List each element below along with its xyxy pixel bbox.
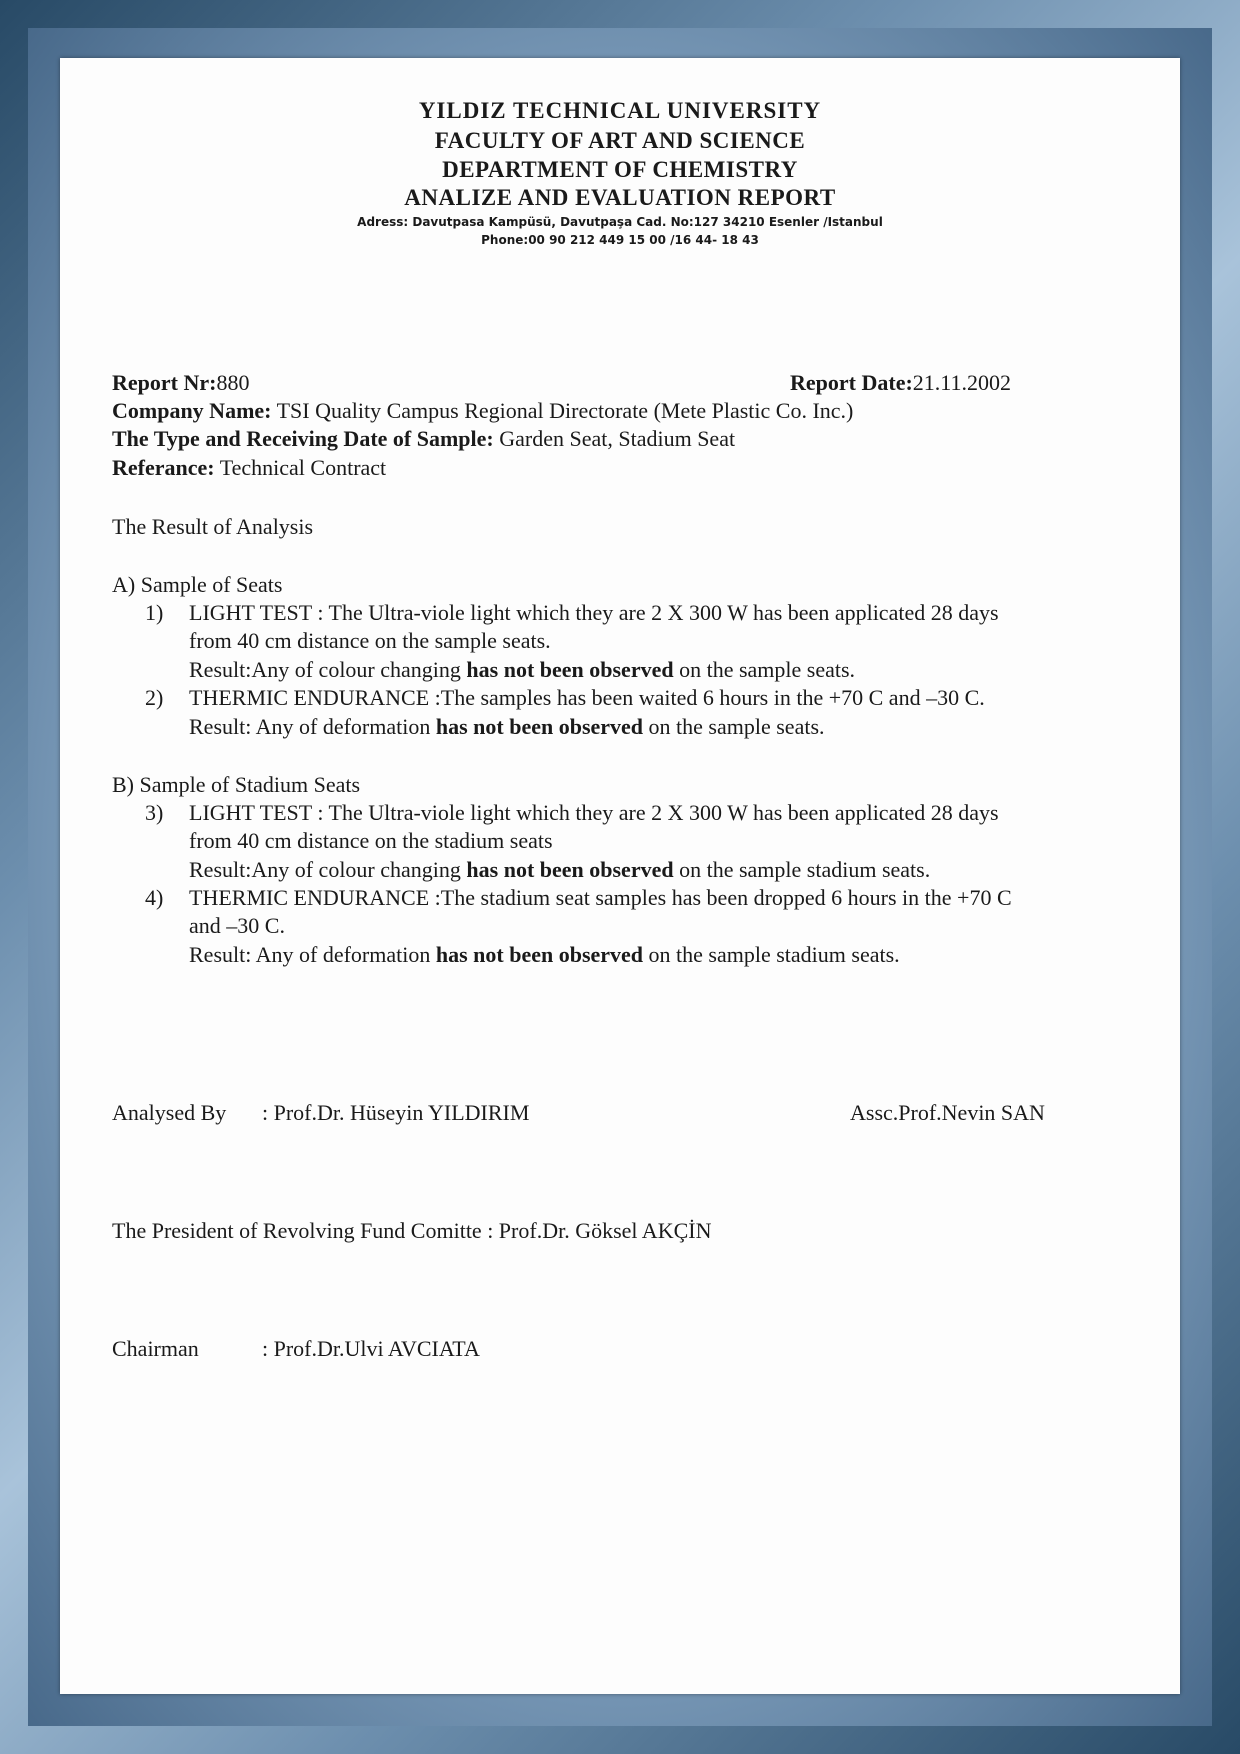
result-text: Result:Any of colour changing (189, 857, 467, 882)
item-result (189, 942, 900, 968)
result-emphasis: has not been observed (435, 714, 644, 739)
report-number-value: 880 (216, 370, 250, 395)
chairman (112, 1336, 480, 1362)
result-text: on the sample seats. (673, 657, 856, 682)
section-b-title: B) Sample of Stadium Seats (112, 772, 361, 797)
result-text: on the sample seats. (643, 714, 825, 739)
phone: Phone:00 90 212 449 15 00 /16 44- 18 43 (481, 233, 759, 247)
result-text: on the sample stadium seats. (643, 942, 900, 967)
item-number: 4) (145, 885, 164, 910)
list-item (145, 885, 1012, 911)
item-number: 3) (145, 800, 164, 825)
item-text: THERMIC ENDURANCE :The samples has been waited 6 hours in the +70 C and –30 C. (189, 685, 985, 710)
item-number: 2) (145, 685, 164, 710)
analysed-by (112, 1100, 529, 1126)
analysed-by-label: Analysed By (112, 1100, 227, 1125)
result-emphasis: has not been observed (466, 657, 674, 682)
item-text-continued: and –30 C. (189, 913, 285, 938)
result-text: Result: Any of deformation (189, 714, 436, 739)
item-result (189, 714, 825, 740)
report-date-label: Report Date: (790, 370, 913, 395)
reference-value: Technical Contract (219, 455, 387, 480)
chairman-value: : Prof.Dr.Ulvi AVCIATA (262, 1336, 480, 1361)
faculty-name: FACULTY OF ART AND SCIENCE (434, 128, 806, 153)
item-text-continued: from 40 cm distance on the stadium seats (189, 828, 553, 853)
company-label: Company Name: (112, 398, 272, 423)
document-page (60, 58, 1180, 1694)
result-text: Result:Any of colour changing (189, 657, 467, 682)
reference-label: Referance: (112, 455, 215, 480)
result-title: The Result of Analysis (112, 514, 314, 539)
sample-type-value: Garden Seat, Stadium Seat (499, 426, 736, 451)
result-text: on the sample stadium seats. (673, 857, 931, 882)
assoc-professor: Assc.Prof.Nevin SAN (850, 1100, 1045, 1125)
sample-type (112, 426, 735, 452)
item-text: LIGHT TEST : The Ultra-viole light which they are 2 X 300 W has been applicated 28 days (189, 800, 999, 825)
report-title: ANALIZE AND EVALUATION REPORT (404, 185, 836, 210)
report-date (790, 370, 1011, 396)
section-a-title: A) Sample of Seats (112, 572, 283, 597)
report-date-value: 21.11.2002 (912, 370, 1011, 395)
analysed-by-value: : Prof.Dr. Hüseyin YILDIRIM (262, 1100, 530, 1125)
item-text-continued: from 40 cm distance on the sample seats. (189, 628, 551, 653)
report-number-label: Report Nr: (112, 370, 217, 395)
sample-type-label: The Type and Receiving Date of Sample: (112, 426, 494, 451)
result-emphasis: has not been observed (435, 942, 644, 967)
report-number (112, 370, 249, 396)
item-result (189, 657, 855, 683)
item-text: LIGHT TEST : The Ultra-viole light which they are 2 X 300 W has been applicated 28 days (189, 600, 999, 625)
result-text: Result: Any of deformation (189, 942, 436, 967)
address: Adress: Davutpasa Kampüsü, Davutpaşa Cad. No:127 34210 Esenler /Istanbul (357, 215, 883, 229)
list-item (145, 600, 999, 626)
company-name (112, 398, 853, 424)
fund-president: The President of Revolving Fund Comitte : Prof.Dr. Göksel AKÇİN (112, 1218, 712, 1243)
chairman-label: Chairman (112, 1336, 199, 1361)
company-value: TSI Quality Campus Regional Directorate (Mete Plastic Co. Inc.) (276, 398, 854, 423)
list-item (145, 685, 985, 711)
item-number: 1) (145, 600, 164, 625)
result-emphasis: has not been observed (466, 857, 674, 882)
list-item (145, 800, 999, 826)
department-name: DEPARTMENT OF CHEMISTRY (442, 157, 798, 182)
university-name: YILDIZ TECHNICAL UNIVERSITY (418, 98, 822, 123)
item-result (189, 857, 930, 883)
item-text: THERMIC ENDURANCE :The stadium seat samples has been dropped 6 hours in the +70 C (189, 885, 1012, 910)
reference (112, 455, 386, 481)
